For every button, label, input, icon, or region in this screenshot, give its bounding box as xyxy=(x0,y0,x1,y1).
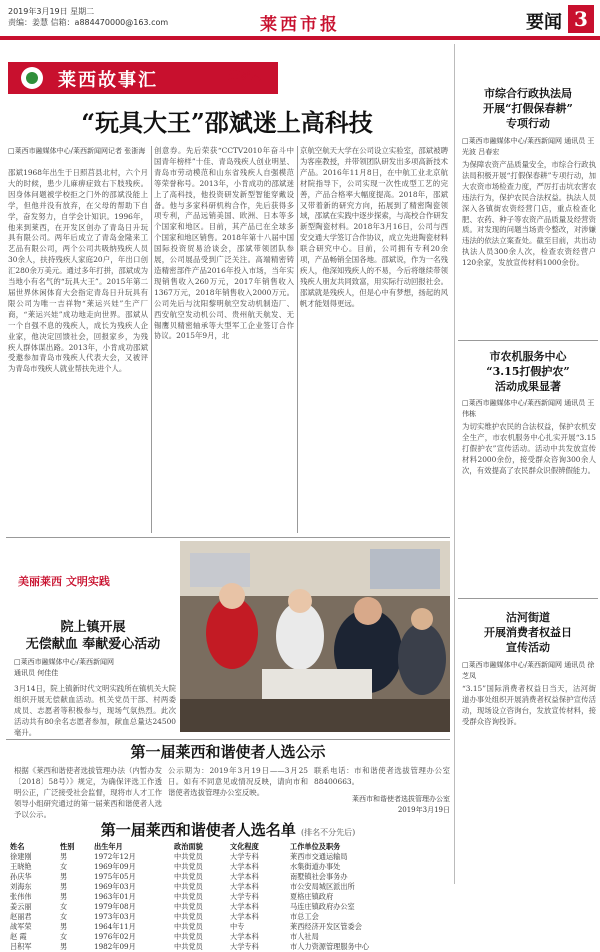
right2-title-3: 活动成果显著 xyxy=(495,380,561,393)
table-cell: 莱西市交通运输局 xyxy=(290,852,348,861)
blood-donation-photo xyxy=(180,541,450,732)
table-cell: 1979年08月 xyxy=(94,902,136,911)
table-cell: 战军荣 xyxy=(10,922,32,931)
roster-note: (排名不分先后) xyxy=(301,828,356,837)
table-cell: 中共党员 xyxy=(174,862,203,871)
story2-title-1: 院上镇开展 xyxy=(60,620,126,635)
feature-column-3: 京航空航天大学在公司设立实验室，邵斌被聘为客座教授，并带领团队研发出多项高新技术产品。2016年11月8日，在中航工业北京航材院指导下，公司实现一次性成型工艺的完善，产品合格率大幅度提高。2018年，邵斌又带着新的研究方向，拓展到了精密陶瓷领域，邵斌在实践中逐步探索，与高校合作研发新型陶瓷材料。2018年3月16日，公司与西安交通大学签订合作协议，成立先进陶瓷材料联合研究中心。目前，公司拥有专利20余项，产品畅销全国各地。邵斌说，作为一名残疾人，他深知残疾人的不易，今后将继续带领残疾人朋友共同致富，用实际行动回报社会。邵斌就是残疾人，但是心中有梦想，扬起的风帆才能划得更远。 xyxy=(300,146,448,308)
table-cell: 1964年11月 xyxy=(94,922,136,931)
table-cell: 女 xyxy=(60,902,68,911)
table-cell: 大学专科 xyxy=(230,892,259,901)
roster-col-birth: 出生年月 xyxy=(94,842,123,851)
table-cell: 男 xyxy=(60,852,68,861)
table-cell: 大学本科 xyxy=(230,882,259,891)
table-cell: 1963年01月 xyxy=(94,892,136,901)
table-cell: 中共党员 xyxy=(174,892,203,901)
table-cell: 1972年12月 xyxy=(94,852,136,861)
table-cell: 徐建刚 xyxy=(10,852,32,861)
right1-byline: □莱西市融媒体中心/莱西新闻网 通讯员 王光波 吕春宏 xyxy=(462,137,595,156)
table-row xyxy=(10,912,450,922)
table-cell: 市人社局 xyxy=(290,932,319,941)
right2-body: 为切实维护农民的合法权益，保护农机安全生产，市农机服务中心扎实开展“3.15打假护农”宣传活动。活动中共发放宣传材料2000余份，接受群众咨询300余人次，有效提高了农民群众识假辨假能力。 xyxy=(462,422,596,475)
notice-body-1: 根据《莱西和谐使者选拔管理办法（内暂办发〔2018〕58号）》规定，为确保评选工作透明公正，广泛接受社会监督，现将市人才工作领导小组研究通过的第一届莱西和谐使者人选予以公示。 xyxy=(14,766,162,819)
column-divider xyxy=(151,146,152,533)
table-cell: 莱西经济开发区管委会 xyxy=(290,922,362,931)
banner-text: 莱西故事汇 xyxy=(58,70,158,91)
table-cell: 夏格庄镇政府 xyxy=(290,892,334,901)
table-cell: 孙庆华 xyxy=(10,872,32,881)
table-row xyxy=(10,922,450,932)
right1-title-2: 开展“打假保春耕” xyxy=(483,102,573,115)
right3-headline xyxy=(460,610,596,655)
header-rule xyxy=(0,36,600,40)
table-cell: 男 xyxy=(60,922,68,931)
story2-byline-1: □莱西市融媒体中心/莱西新闻网 xyxy=(14,658,114,666)
table-cell: 张伟伟 xyxy=(10,892,32,901)
notice-sign-org: 莱西市和谐使者选拔管理办公室 xyxy=(352,795,450,803)
story2-banner-2: 文明实践 xyxy=(65,575,110,588)
table-row xyxy=(10,862,450,872)
roster-title: 第一届莱西和谐使者人选名单 xyxy=(100,821,296,839)
right2-headline xyxy=(460,349,596,394)
table-cell: 市总工会 xyxy=(290,912,319,921)
column-tag: 追梦人 xyxy=(228,69,261,82)
table-cell: 市公安局城区派出所 xyxy=(290,882,355,891)
feature-column-2: 创意券。先后荣获“CCTV2010年奋斗中国青年榜样”十佳、青岛残疾人创业明星、青岛市劳动模范和山东省残疾人自强模范等荣誉称号。2013年，小肯成功的邵斌迷上了高科技，他投资研发新型智能穿戴设备。他与多家科研机构合作，先后获得多项专利，产品远销美国、欧洲、日本等多个国家和地区。目前，其产品已在全球多个国家和地区销售。2018年第十八届中国国际投资贸易洽谈会，邵斌带领团队参展，公司展品受到广泛关注。高端精密铸造精密部件产品2016年投入市场，当年实现销售收入260万元，2017年销售收入1367万元，2018年销售收入2000万元。公司先后与沈阳黎明航空发动机制造厂、西安航空发动机公司、贵州航天航发、无锡鹰贝精密轴承等大型军工企业签订合作协议。2015年9月，北 xyxy=(154,146,294,341)
story2-headline xyxy=(14,619,172,653)
table-cell: 男 xyxy=(60,942,68,951)
table-cell: 姜云丽 xyxy=(10,902,32,911)
table-cell: 男 xyxy=(60,872,68,881)
table-cell: 刘海东 xyxy=(10,882,32,891)
table-cell: 男 xyxy=(60,892,68,901)
right3-title-1: 沽河街道 xyxy=(506,611,550,624)
notice-signature xyxy=(314,794,450,816)
table-cell: 1976年02月 xyxy=(94,932,136,941)
table-cell: 赵 霞 xyxy=(10,932,27,941)
right3-byline: □莱西市融媒体中心/莱西新闻网 通讯员 徐芝凤 xyxy=(462,661,595,680)
table-cell: 中共党员 xyxy=(174,932,203,941)
story2-byline-2: 通讯员 何佳佳 xyxy=(14,669,59,677)
roster-rows xyxy=(10,852,450,952)
roster-col-work: 工作单位及职务 xyxy=(290,842,341,851)
story2-banner xyxy=(18,573,110,589)
table-row xyxy=(10,932,450,942)
feature-byline: □莱西市融媒体中心/莱西新闻网记者 张浙海 xyxy=(8,147,146,155)
column-divider xyxy=(297,146,298,533)
right2-byline: □莱西市融媒体中心/莱西新闻网 通讯员 王伟栋 xyxy=(462,399,595,418)
table-cell: 中共党员 xyxy=(174,872,203,881)
story2-body: 3月14日，院上镇新时代文明实践所在镇机关大院组织开展无偿献血活动。机关党员干部、村两委成员、志愿者等积极参与，现场气氛热烈。此次活动共有80余名志愿者参加，献血总量达24500毫升。 xyxy=(14,684,176,737)
story2-title-2: 无偿献血 奉献爱心活动 xyxy=(25,637,161,652)
story2-byline xyxy=(14,657,172,679)
feature-column-1: 邵斌1968年出生于日照莒县北村，六个月大的时候，患少儿麻痹症致右下肢残疾。因身体问题被学校拒之门外的邵斌没能上学，但他并没有放弃，在父母的帮助下自学，奋发努力，自学会计知识。1996年，他来到莱西，在开发区创办了青岛日升玩具有限公司。两年后成立了青岛金隆来工艺品有限公司，两个公司共吸纳残疾人员30余人，扶持残疾人家庭20户，年出口创汇280余万美元。通过多年打拼，邵斌成为当地小有名气的“玩具大王”。2015年第二届世界休闲体育大会指定青岛日升玩具有限公司为唯一吉祥物“莱运兴娃”生产厂商，“莱运兴娃”成功地走向世界。邵斌从一个自强不息的残疾人，成长为残疾人企业家，他决定回馈社会，回报家乡，为残疾人群体谋出路。2013年，小肯成功邵斌受邀参加青岛市残疾人代表大会，又被评为青岛市残疾人就业帮扶先进个人。 xyxy=(8,168,148,374)
banner-icon xyxy=(14,62,50,94)
right1-title-3: 专项行动 xyxy=(506,117,550,130)
table-cell: 马连庄镇政府办公室 xyxy=(290,902,355,911)
table-cell: 1973年03月 xyxy=(94,912,136,921)
right1-title-1: 市综合行政执法局 xyxy=(484,87,572,100)
table-cell: 大学专科 xyxy=(230,852,259,861)
masthead: 莱西市报 xyxy=(260,15,340,35)
right2-title-1: 市农机服务中心 xyxy=(489,350,567,363)
table-cell: 女 xyxy=(60,862,68,871)
table-cell: 王晓艳 xyxy=(10,862,32,871)
roster-col-name: 姓名 xyxy=(10,842,25,851)
table-row xyxy=(10,872,450,882)
table-cell: 女 xyxy=(60,912,68,921)
table-cell: 中共党员 xyxy=(174,942,203,951)
right3-body: “3.15”国际消费者权益日当天，沽河街道办事处组织开展消费者权益保护宣传活动，现场设立咨询台，发放宣传材料，接受群众咨询投诉。 xyxy=(462,684,596,726)
table-cell: 大学专科 xyxy=(230,942,259,951)
header-editor: 责编：姜慧 xyxy=(8,18,48,27)
notice-contact: 联系电话：市和谐使者选拔管理办公室 88400663。 xyxy=(314,766,450,786)
table-cell: 大学本科 xyxy=(230,912,259,921)
section-rule xyxy=(6,537,450,538)
right3-title-3: 宣传活动 xyxy=(506,641,550,654)
table-cell: 中专 xyxy=(230,922,245,931)
section-title: 要闻 xyxy=(526,12,562,33)
table-cell: 男 xyxy=(60,882,68,891)
table-cell: 中共党员 xyxy=(174,902,203,911)
header-date: 2019年3月19日 星期二 xyxy=(8,7,95,16)
right1-headline xyxy=(460,86,596,131)
table-cell: 市人力资源管理服务中心 xyxy=(290,942,370,951)
table-cell: 水集街道办事处 xyxy=(290,862,341,871)
page-number: 3 xyxy=(568,5,594,33)
table-cell: 1975年05月 xyxy=(94,872,136,881)
header-email: 信箱：a884470000@163.com xyxy=(50,18,169,27)
table-cell: 中共党员 xyxy=(174,882,203,891)
roster-header-row xyxy=(10,842,450,852)
table-cell: 1969年09月 xyxy=(94,862,136,871)
table-cell: 南墅镇社会事务办 xyxy=(290,872,348,881)
table-row xyxy=(10,882,450,892)
story2-banner-1: 美丽莱西 xyxy=(18,575,62,588)
right2-title-2: “3.15打假护农” xyxy=(486,365,570,378)
right-rule xyxy=(458,340,598,341)
right-divider xyxy=(454,44,455,884)
table-cell: 大学本科 xyxy=(230,862,259,871)
table-cell: 赵丽君 xyxy=(10,912,32,921)
notice-body-2: 公示期为：2019年3月19日——3月25日。如有不同意见或情况反映，请向市和谐使者选拔管理办公室反映。 xyxy=(168,766,308,797)
table-cell: 中共党员 xyxy=(174,922,203,931)
table-cell: 中共党员 xyxy=(174,852,203,861)
table-cell: 吕积军 xyxy=(10,942,32,951)
table-row xyxy=(10,852,450,862)
table-cell: 女 xyxy=(60,932,68,941)
notice-title: 第一届莱西和谐使者人选公示 xyxy=(130,743,326,761)
table-row xyxy=(10,902,450,912)
table-cell: 1969年03月 xyxy=(94,882,136,891)
roster-table xyxy=(10,842,450,951)
table-cell: 大学本科 xyxy=(230,872,259,881)
roster-col-edu: 文化程度 xyxy=(230,842,259,851)
notice-sign-date: 2019年3月19日 xyxy=(397,806,450,814)
table-cell: 1982年09月 xyxy=(94,942,136,951)
feature-headline: “玩具大王”邵斌迷上高科技 xyxy=(81,108,373,137)
roster-col-party: 政治面貌 xyxy=(174,842,203,851)
table-cell: 大学本科 xyxy=(230,902,259,911)
right-rule xyxy=(458,598,598,599)
right3-title-2: 开展消费者权益日 xyxy=(484,626,572,639)
table-cell: 大学本科 xyxy=(230,932,259,941)
right1-body: 为保障农资产品质量安全，市综合行政执法局积极开展“打假保春耕”专项行动，加大农资市场检查力度，严厉打击坑农害农违法行为，保护农民合法权益。执法人员深入各镇街农资经营门店，重点检查化肥、农药、种子等农资产品质量及经营资质。对发现的问题当场责令整改，对涉嫌违法的依法立案查处。截至目前，共出动执法人员300余人次，检查农资经营户120余家，发放宣传材料1000余份。 xyxy=(462,160,596,268)
table-row xyxy=(10,892,450,902)
section-rule xyxy=(6,739,450,740)
table-cell: 中共党员 xyxy=(174,912,203,921)
roster-col-gender: 性别 xyxy=(60,842,75,851)
table-row xyxy=(10,942,450,952)
roster-heading xyxy=(6,822,450,841)
